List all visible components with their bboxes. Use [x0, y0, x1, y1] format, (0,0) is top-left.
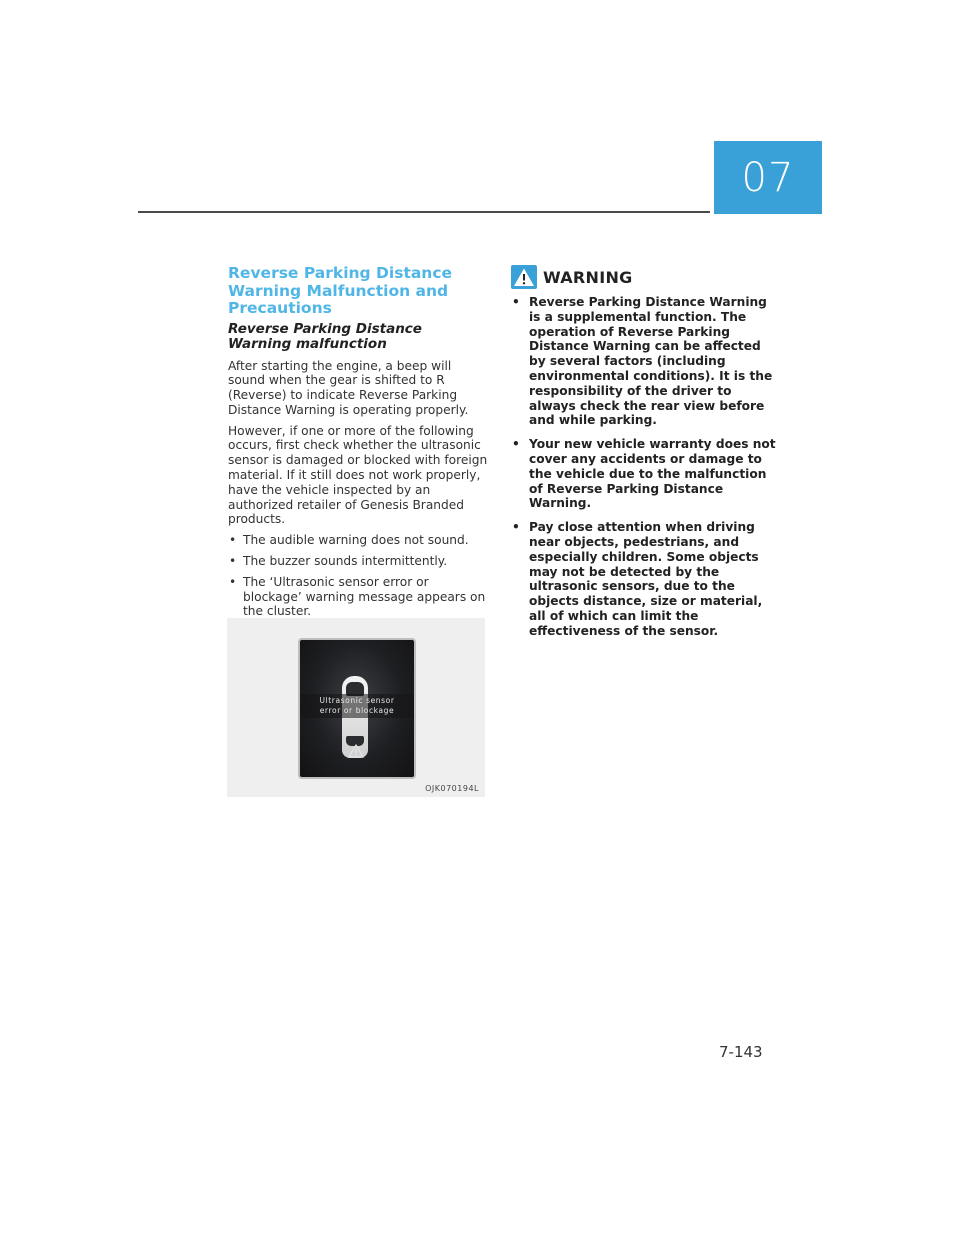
figure-code: OJK070194L — [425, 784, 479, 793]
cluster-figure — [227, 618, 485, 797]
message-line: Ultrasonic sensor — [319, 696, 395, 705]
section-title: Reverse Parking Distance Warning Malfunction and Precautions — [228, 264, 453, 317]
cluster-warning-message — [300, 694, 414, 718]
list-item: • The buzzer sounds intermittently. — [229, 554, 448, 569]
symptom-list — [228, 533, 488, 619]
message-line: error or blockage — [319, 706, 395, 715]
list-item: • Reverse Parking Distance Warning is a supplemental function. The operation of Reverse Parking Distance Warning can be affected by several factors (including environmental conditions). It is the responsibility of the driver to always check the rear view before and while parking. — [512, 295, 773, 428]
warning-triangle-icon — [348, 744, 364, 758]
intro-paragraph: After starting the engine, a beep will sound when the gear is shifted to R (Reverse) to indicate Reverse Parking Distance Warning is operating properly. — [228, 358, 469, 417]
cluster-display — [298, 638, 416, 779]
subsection-title: Reverse Parking Distance Warning malfunction — [228, 320, 422, 352]
list-item: • Your new vehicle warranty does not cover any accidents or damage to the vehicle due to the malfunction of Reverse Parking Distance Warning. — [512, 437, 776, 511]
warning-header — [511, 265, 776, 289]
warning-icon — [511, 265, 537, 289]
chapter-number-tab: 07 — [714, 141, 822, 214]
left-column — [228, 265, 488, 625]
list-item: • The ‘Ultrasonic sensor error or blockage’ warning message appears on the cluster. — [229, 574, 486, 619]
page-number: 7-143 — [719, 1043, 763, 1061]
list-item: • Pay close attention when driving near objects, pedestrians, and especially children. Some objects may not be detected by the ultrasonic sensors, due to the objects distance, size or material, all of which can limit the effectiveness of the sensor. — [512, 520, 763, 638]
right-column — [511, 265, 776, 648]
header-divider — [138, 211, 710, 213]
check-paragraph: However, if one or more of the following occurs, first check whether the ultrasonic sensor is damaged or blocked with foreign material. If it still does not work properly, have the vehicle inspected by an authorized retailer of Genesis Branded products. — [228, 423, 488, 527]
list-item: • The audible warning does not sound. — [229, 533, 469, 548]
warning-list — [511, 295, 776, 639]
warning-label: WARNING — [543, 267, 633, 287]
